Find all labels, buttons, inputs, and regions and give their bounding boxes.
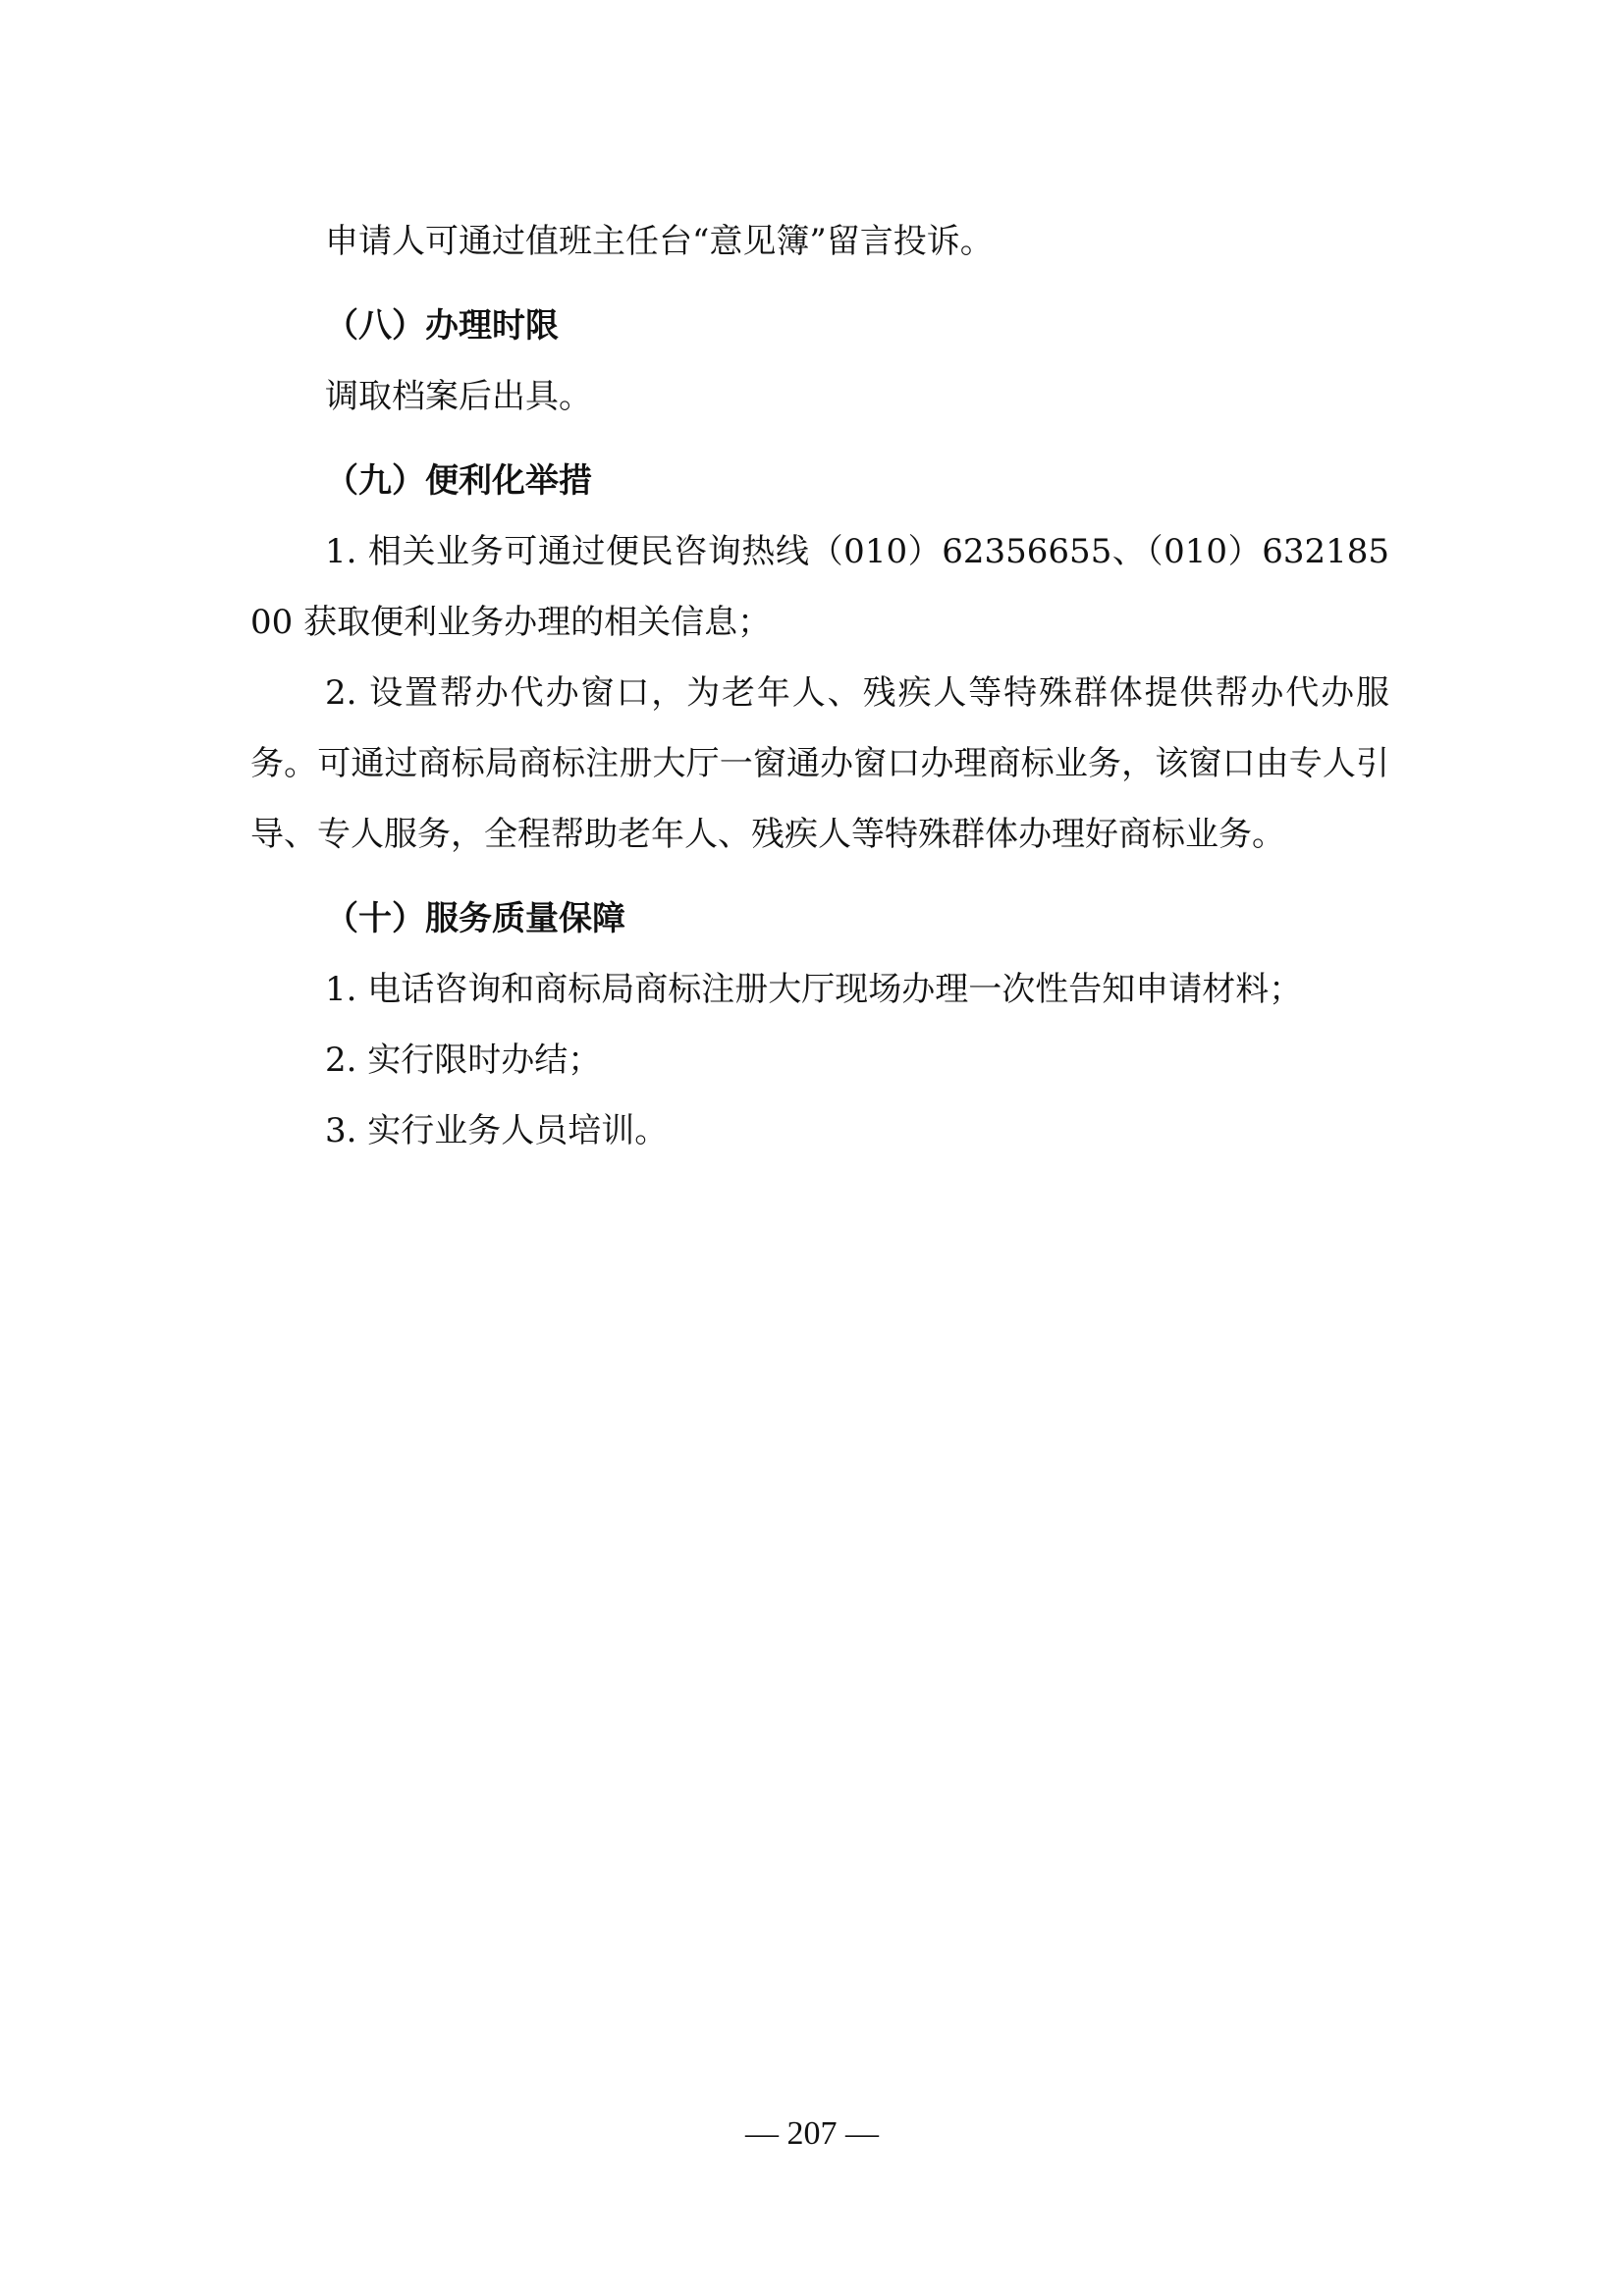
- quality-item-3: 3. 实行业务人员培训。: [325, 1111, 669, 1150]
- document-body: [250, 206, 1389, 1166]
- complaint-paragraph: 申请人可通过值班主任台“意见簿”留言投诉。: [325, 222, 994, 261]
- quality-item-2: 2. 实行限时办结；: [325, 1041, 602, 1080]
- processing-time-paragraph: 调取档案后出具。: [325, 377, 592, 416]
- facilitation-item-1: 1. 相关业务可通过便民咨询热线（010）62356655、（010）63218500 获取便利业务办理的相关信息；: [250, 532, 1389, 642]
- page-number: — 207 —: [745, 2115, 879, 2152]
- section-heading-facilitation: （九）便利化举措: [325, 461, 592, 501]
- quality-item-1: 1. 电话咨询和商标局商标注册大厅现场办理一次性告知申请材料；: [325, 970, 1303, 1009]
- facilitation-item-2: 2. 设置帮办代办窗口，为老年人、残疾人等特殊群体提供帮办代办服务。可通过商标局商标注册大厅一窗通办窗口办理商标业务，该窗口由专人引导、专人服务，全程帮助老年人、残疾人等特殊群体办理好商标业务。: [250, 673, 1389, 854]
- section-heading-processing-time: （八）办理时限: [325, 306, 559, 346]
- section-heading-quality-assurance: （十）服务质量保障: [325, 899, 625, 938]
